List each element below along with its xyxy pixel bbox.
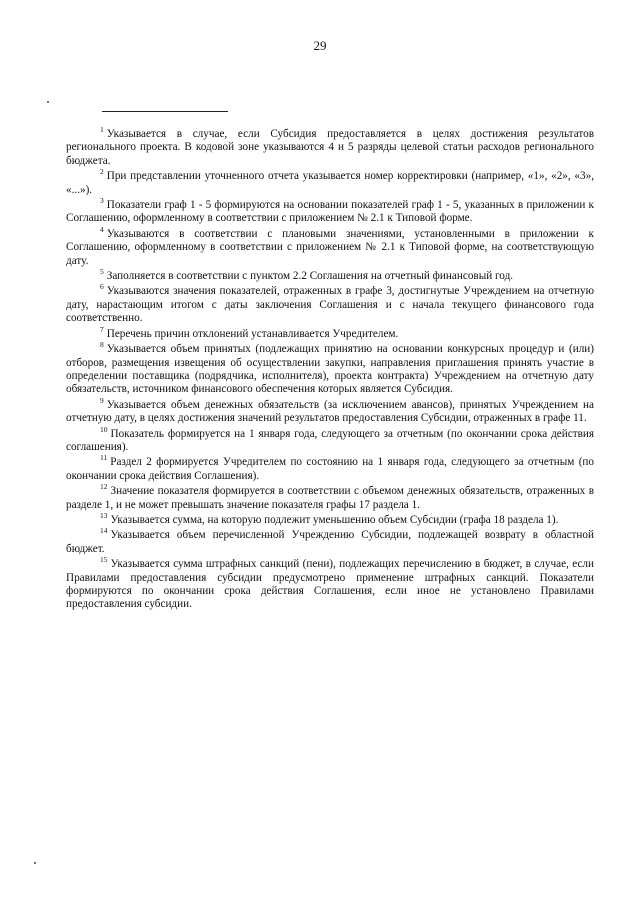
footnote-marker: 1 <box>100 125 104 134</box>
footnote-marker: 10 <box>100 424 108 434</box>
scan-speck <box>47 101 49 103</box>
footnote-marker: 12 <box>100 482 108 492</box>
footnote-text: Раздел 2 формируется Учредителем по состоянию на 1 января года, следующего за отчетным (по окончании срока действия Соглашения). <box>66 456 594 482</box>
footnote-marker: 15 <box>100 555 108 565</box>
footnote-text: Указывается объем перечисленной Учреждению Субсидии, подлежащей возврату в областной бюджет. <box>66 529 594 555</box>
footnote-1 <box>66 125 594 168</box>
footnote-9 <box>66 395 594 426</box>
footnote-text: Показатели граф 1 - 5 формируются на основании показателей граф 1 - 5, указанных в приложении к Соглашению, оформленному в соответствии с приложением № 2.1 к Типовой форме. <box>66 199 594 225</box>
footnote-6 <box>66 282 594 325</box>
footnote-text: Указываются значения показателей, отраженных в графе 3, достигнутые Учреждением на отчетную дату, нарастающим итогом с даты заключения Соглашения и с начала текущего финансового года соответственно. <box>66 285 594 325</box>
footnote-text: Показатель формируется на 1 января года, следующего за отчетным (по окончании срока действия соглашения). <box>66 427 594 453</box>
scan-speck <box>34 862 36 864</box>
footnote-text: Указывается сумма штрафных санкций (пени), подлежащих перечислению в бюджет, в случае, если Правилами предоставления субсидии предусмотрено применение штрафных санкций. Показатели формируются по окончании срока действия Соглашения, если иное не установлено Правилами предоставления субсидии. <box>66 558 594 611</box>
page-number: 29 <box>313 38 327 53</box>
footnote-4 <box>66 224 594 268</box>
footnote-text: Указывается сумма, на которую подлежит уменьшению объем Субсидии (графа 18 раздела 1). <box>110 513 559 526</box>
footnote-marker: 4 <box>100 224 104 234</box>
footnote-marker: 6 <box>100 282 104 292</box>
footnote-marker: 5 <box>100 267 104 277</box>
footnote-marker: 8 <box>100 340 104 350</box>
footnote-13 <box>66 510 594 527</box>
footnote-text: Заполняется в соответствии с пунктом 2.2 Соглашения на отчетный финансовый год. <box>106 270 514 283</box>
footnote-15 <box>66 555 594 612</box>
footnote-3 <box>66 196 594 226</box>
footnote-marker: 13 <box>100 510 108 520</box>
footnote-marker: 9 <box>100 395 104 405</box>
footnotes-list <box>66 125 594 614</box>
footnote-text: При представлении уточненного отчета указывается номер корректировки (например, «1», «2», «3», «...»). <box>66 170 594 196</box>
footnote-marker: 2 <box>100 167 104 177</box>
footnote-text: Указывается объем принятых (подлежащих принятию на основании конкурсных процедур и (или) отборов, размещения извещения об осуществлении закупки, направления приглашения принять участие в определении поставщика (подрядчика, исполнителя), проекта контракта) Учреждением на отчетную дату обязательств, источником финансового обеспечения которых является Субсидия. <box>66 343 594 396</box>
footnote-separator <box>102 111 228 112</box>
footnote-text: Указывается в случае, если Субсидия предоставляется в целях достижения результатов регионального проекта. В кодовой зоне указываются 4 и 5 разряды целевой статьи расходов регионального бюджета. <box>66 128 594 167</box>
footnote-marker: 7 <box>100 324 104 334</box>
footnote-11 <box>66 453 594 483</box>
footnote-text: Значение показателя формируется в соответствии с объемом денежных обязательств, отраженных в разделе 1, и не может превышать значение показателя графы 17 раздела 1. <box>66 485 594 511</box>
footnote-text: Указывается объем денежных обязательств (за исключением авансов), принятых Учреждением на отчетную дату, в целях достижения значений результатов предоставления Субсидии, отраженных в графе 11. <box>66 398 594 425</box>
footnote-7 <box>66 324 594 341</box>
footnote-12 <box>66 482 594 512</box>
footnote-2 <box>66 167 594 197</box>
footnote-marker: 14 <box>100 526 108 536</box>
footnote-8 <box>66 340 594 397</box>
footnote-text: Указываются в соответствии с плановыми значениями, установленными в приложении к Соглашению, оформленному в соответствии с приложением № 2.1 к Типовой форме, на соответствующую дату. <box>66 227 594 267</box>
footnote-10 <box>66 424 594 455</box>
footnote-marker: 11 <box>100 453 108 463</box>
footnote-14 <box>66 526 594 556</box>
footnote-text: Перечень причин отклонений устанавливается Учредителем. <box>106 327 399 340</box>
footnote-marker: 3 <box>100 196 104 206</box>
footnote-5 <box>66 267 594 283</box>
